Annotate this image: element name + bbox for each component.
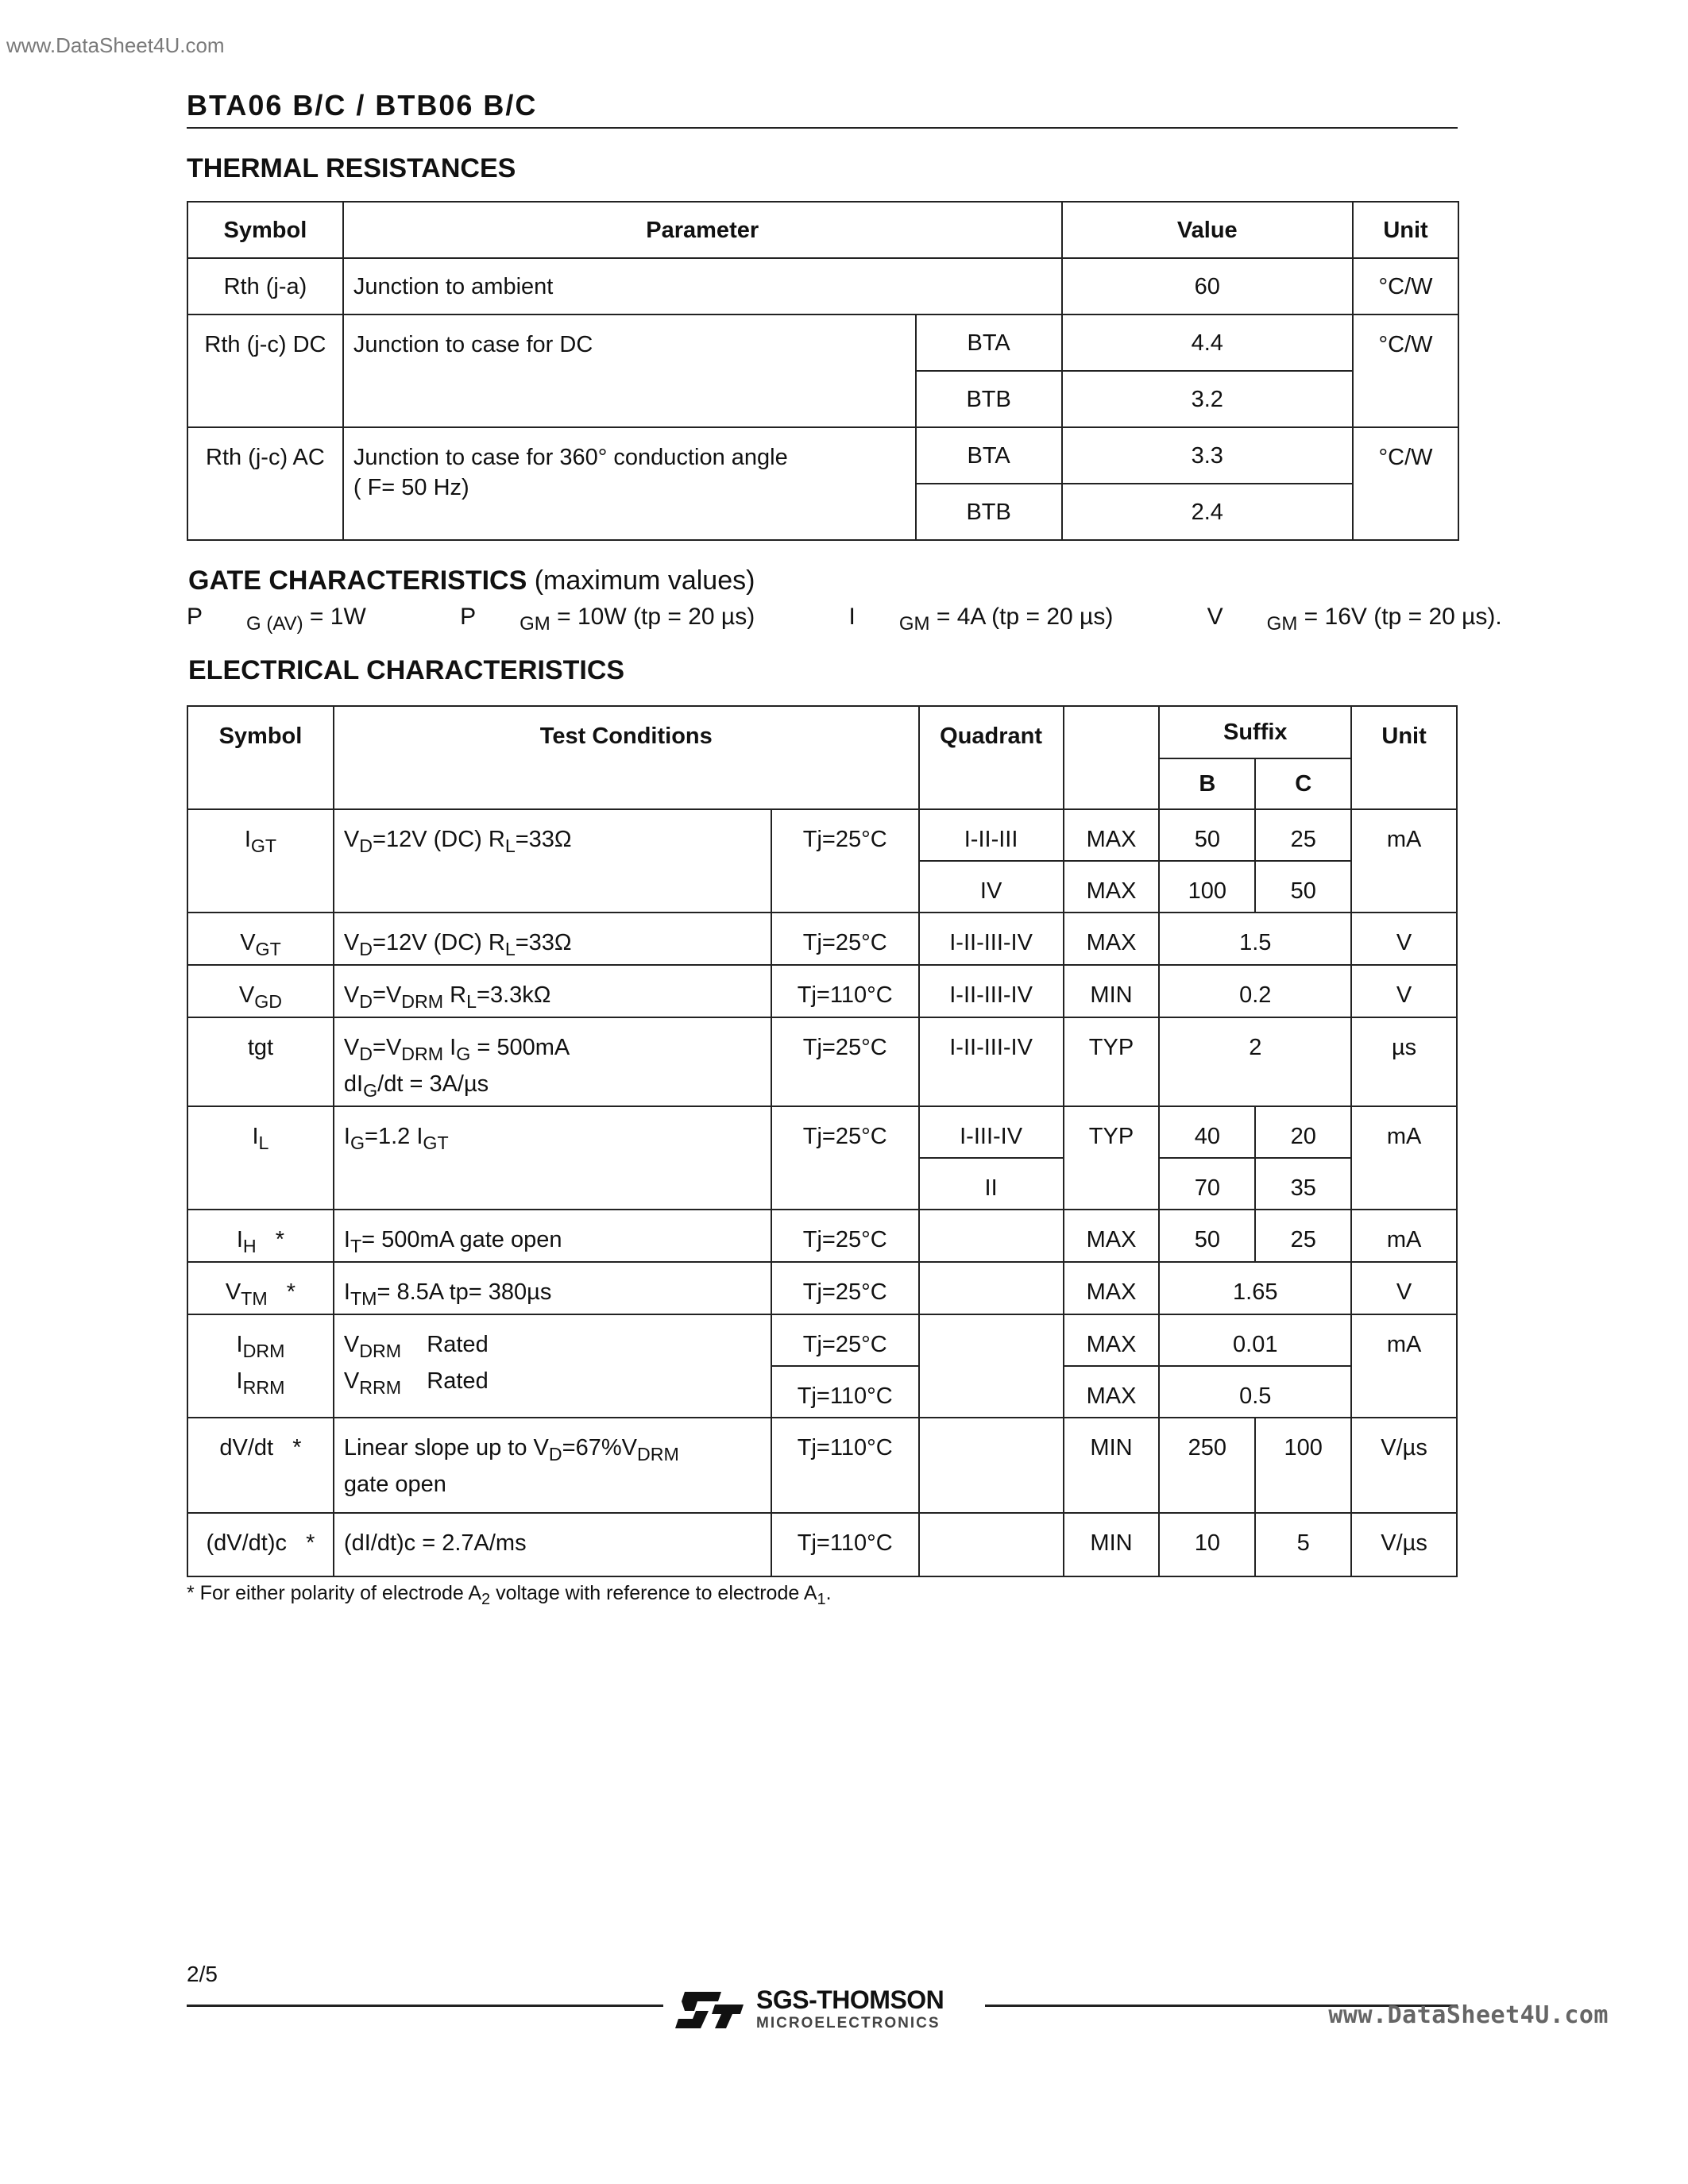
elec-limit: MAX xyxy=(1064,1262,1160,1314)
elec-quadrant xyxy=(919,1314,1064,1418)
sym-main: V xyxy=(238,982,255,1008)
elec-value-b: 100 xyxy=(1159,861,1255,913)
elec-value-c: 25 xyxy=(1255,809,1351,861)
elec-symbol xyxy=(187,965,334,1017)
cond-part: /dt = 3A/µs xyxy=(377,1071,489,1097)
sym-star: * xyxy=(256,1226,285,1252)
thermal-table xyxy=(187,201,1459,541)
elec-tj: Tj=25°C xyxy=(771,1017,919,1106)
cond-sub: D xyxy=(548,1443,562,1464)
cond-part: V xyxy=(343,1331,360,1357)
elec-unit: mA xyxy=(1351,809,1457,913)
elec-tj: Tj=110°C xyxy=(771,965,919,1017)
elec-quadrant: I-II-III-IV xyxy=(919,1017,1064,1106)
elec-header-quadrant: Quadrant xyxy=(919,706,1064,809)
elec-value: 0.5 xyxy=(1159,1366,1351,1418)
sym-main: V xyxy=(225,1279,241,1305)
thermal-symbol: Rth (j-c) DC xyxy=(187,314,343,427)
elec-condition xyxy=(334,1017,771,1106)
elec-limit: TYP xyxy=(1064,1017,1160,1106)
cond-sub: G xyxy=(363,1079,378,1101)
thermal-type: BTA xyxy=(916,427,1062,484)
thermal-value: 3.2 xyxy=(1062,371,1353,427)
cond-sub: DRM xyxy=(636,1443,679,1464)
gate-igm-symbol: I xyxy=(848,604,856,630)
cond-part: I xyxy=(343,1226,350,1252)
elec-unit: V/µs xyxy=(1351,1513,1457,1576)
footnote-sub: 2 xyxy=(481,1591,491,1608)
elec-tj: Tj=110°C xyxy=(771,1366,919,1418)
thermal-parameter: Junction to ambient xyxy=(343,258,1062,314)
cond-part: = 500mA gate open xyxy=(361,1226,562,1252)
elec-condition xyxy=(334,809,771,913)
thermal-header-unit: Unit xyxy=(1353,202,1458,258)
sym-line xyxy=(198,1329,323,1366)
cond-line xyxy=(344,1433,761,1469)
title-divider xyxy=(187,127,1458,129)
elec-quadrant: I-II-III-IV xyxy=(919,913,1064,965)
elec-condition xyxy=(334,1262,771,1314)
elec-unit: mA xyxy=(1351,1314,1457,1418)
elec-unit: V xyxy=(1351,965,1457,1017)
elec-unit: V xyxy=(1351,1262,1457,1314)
thermal-unit: °C/W xyxy=(1353,314,1458,427)
elec-limit: MIN xyxy=(1064,1418,1160,1513)
elec-quadrant xyxy=(919,1210,1064,1262)
thermal-type: BTB xyxy=(916,484,1062,540)
elec-limit: MAX xyxy=(1064,913,1160,965)
cond-sub: DRM xyxy=(401,1043,444,1064)
elec-limit: TYP xyxy=(1064,1106,1160,1210)
thermal-symbol: Rth (j-a) xyxy=(187,258,343,314)
thermal-parameter xyxy=(343,427,916,540)
elec-value-c: 50 xyxy=(1255,861,1351,913)
elec-value-c: 25 xyxy=(1255,1210,1351,1262)
sym-sub: RRM xyxy=(242,1376,285,1398)
cond-sub: L xyxy=(504,835,516,856)
cond-part: = 500mA xyxy=(470,1034,570,1060)
cond-line xyxy=(344,1032,761,1069)
thermal-unit: °C/W xyxy=(1353,258,1458,314)
elec-quadrant: I-II-III xyxy=(919,809,1064,861)
elec-quadrant xyxy=(919,1262,1064,1314)
gate-pg-sub: G (AV) xyxy=(246,613,303,635)
sym-sub: TM xyxy=(241,1287,268,1309)
cond-part: R xyxy=(443,982,467,1008)
elec-tj: Tj=110°C xyxy=(771,1418,919,1513)
gate-vgm-symbol: V xyxy=(1207,604,1223,630)
thermal-parameter-line2: ( F= 50 Hz) xyxy=(353,475,469,500)
cond-part: I xyxy=(343,1279,350,1305)
gate-pg-value: = 1W xyxy=(303,604,366,630)
thermal-header-value: Value xyxy=(1062,202,1353,258)
sym-main: I xyxy=(236,1368,243,1394)
elec-unit: mA xyxy=(1351,1106,1457,1210)
sym-main: I xyxy=(236,1226,243,1252)
elec-symbol xyxy=(187,913,334,965)
elec-symbol xyxy=(187,1262,334,1314)
cond-part: V xyxy=(343,930,360,955)
electrical-section-title: ELECTRICAL CHARACTERISTICS xyxy=(188,655,625,685)
gate-vgm-sub: GM xyxy=(1266,613,1298,635)
cond-sub: G xyxy=(350,1132,365,1153)
elec-value-b: 70 xyxy=(1159,1158,1255,1210)
elec-unit: V xyxy=(1351,913,1457,965)
gate-igm xyxy=(848,604,1157,635)
elec-quadrant: I-II-III-IV xyxy=(919,965,1064,1017)
gate-title: GATE CHARACTERISTICS xyxy=(188,565,527,596)
elec-limit: MAX xyxy=(1064,861,1160,913)
elec-value-b: 50 xyxy=(1159,809,1255,861)
cond-part: =3.3kΩ xyxy=(477,982,551,1008)
elec-unit: mA xyxy=(1351,1210,1457,1262)
elec-tj: Tj=25°C xyxy=(771,913,919,965)
cond-part: I xyxy=(343,1123,350,1149)
sym-line xyxy=(198,1366,323,1403)
cond-part: Rated xyxy=(401,1331,489,1357)
logo-text xyxy=(756,1985,944,2032)
gate-values xyxy=(187,604,1590,635)
footnote-sub: 1 xyxy=(817,1591,826,1608)
electrical-table xyxy=(187,705,1458,1577)
elec-value-b: 10 xyxy=(1159,1513,1255,1576)
cond-sub: D xyxy=(359,938,373,959)
elec-symbol: tgt xyxy=(187,1017,334,1106)
thermal-unit: °C/W xyxy=(1353,427,1458,540)
cond-part: = 8.5A tp= 380µs xyxy=(377,1279,552,1305)
cond-sub: G xyxy=(456,1043,471,1064)
gate-section-title xyxy=(188,565,755,596)
company-logo xyxy=(674,1985,944,2032)
document-title: BTA06 B/C / BTB06 B/C xyxy=(187,89,538,122)
elec-symbol xyxy=(187,1210,334,1262)
cond-part: =67%V xyxy=(562,1434,637,1461)
elec-value-b: 50 xyxy=(1159,1210,1255,1262)
cond-part: Linear slope up to V xyxy=(343,1434,549,1461)
gate-igm-sub: GM xyxy=(898,613,930,635)
elec-quadrant: I-III-IV xyxy=(919,1106,1064,1158)
elec-symbol xyxy=(187,1314,334,1418)
elec-limit: MIN xyxy=(1064,1513,1160,1576)
thermal-parameter-line1: Junction to case for 360° conduction angle xyxy=(353,445,788,470)
cond-part: dI xyxy=(343,1071,364,1097)
cond-sub: TM xyxy=(350,1287,377,1309)
elec-header-test: Test Conditions xyxy=(334,706,919,809)
cond-line xyxy=(344,1069,761,1106)
cond-sub: D xyxy=(359,835,373,856)
footnote-part: * For either polarity of electrode A xyxy=(187,1582,482,1604)
cond-sub: RRM xyxy=(359,1376,402,1398)
sym-main: I xyxy=(236,1331,243,1357)
elec-condition: (dI/dt)c = 2.7A/ms xyxy=(334,1513,771,1576)
elec-limit: MAX xyxy=(1064,1210,1160,1262)
footnote-part: . xyxy=(825,1582,832,1604)
watermark-bottom: www.DataSheet4U.com xyxy=(1328,2001,1609,2029)
gate-igm-value: = 4A (tp = 20 µs) xyxy=(929,604,1114,630)
cond-part: V xyxy=(343,1368,360,1394)
gate-pg-symbol: P xyxy=(187,604,203,630)
elec-value: 1.65 xyxy=(1159,1262,1351,1314)
gate-pg xyxy=(187,604,410,635)
gate-pgm-symbol: P xyxy=(460,604,477,630)
elec-quadrant xyxy=(919,1418,1064,1513)
elec-header-symbol: Symbol xyxy=(187,706,334,809)
elec-tj: Tj=25°C xyxy=(771,1210,919,1262)
elec-value: 0.2 xyxy=(1159,965,1351,1017)
watermark-top: www.DataSheet4U.com xyxy=(6,33,225,57)
thermal-symbol: Rth (j-c) AC xyxy=(187,427,343,540)
elec-value-c: 100 xyxy=(1255,1418,1351,1513)
sym-sub: GT xyxy=(250,835,277,856)
elec-value: 0.01 xyxy=(1159,1314,1351,1366)
sym-main: I xyxy=(244,827,251,852)
cond-sub: DRM xyxy=(359,1340,402,1361)
elec-condition xyxy=(334,1106,771,1210)
thermal-type: BTA xyxy=(916,314,1062,371)
cond-part: I xyxy=(443,1034,457,1060)
elec-condition xyxy=(334,1314,771,1418)
elec-value: 2 xyxy=(1159,1017,1351,1106)
thermal-type: BTB xyxy=(916,371,1062,427)
cond-sub: L xyxy=(504,938,516,959)
elec-limit: MIN xyxy=(1064,965,1160,1017)
sym-sub: L xyxy=(258,1132,269,1153)
footnote-part: voltage with reference to electrode A xyxy=(490,1582,817,1604)
elec-tj: Tj=110°C xyxy=(771,1513,919,1576)
elec-symbol xyxy=(187,809,334,913)
sym-sub: H xyxy=(242,1235,257,1256)
elec-quadrant xyxy=(919,1513,1064,1576)
elec-value-c: 35 xyxy=(1255,1158,1351,1210)
cond-line xyxy=(344,1366,761,1403)
thermal-value: 4.4 xyxy=(1062,314,1353,371)
sym-sub: GT xyxy=(255,938,281,959)
thermal-header-parameter: Parameter xyxy=(343,202,1062,258)
elec-tj: Tj=25°C xyxy=(771,1262,919,1314)
elec-header-suffix: Suffix xyxy=(1159,706,1351,758)
cond-part: =V xyxy=(373,982,402,1008)
thermal-value: 3.3 xyxy=(1062,427,1353,484)
elec-condition xyxy=(334,1418,771,1513)
cond-line xyxy=(344,1329,761,1366)
page-number: 2/5 xyxy=(187,1962,218,1986)
elec-value-c: 5 xyxy=(1255,1513,1351,1576)
cond-sub: L xyxy=(466,990,477,1012)
elec-quadrant: IV xyxy=(919,861,1064,913)
cond-part: V xyxy=(343,982,360,1008)
cond-sub: T xyxy=(350,1235,362,1256)
sym-main: I xyxy=(252,1123,259,1149)
elec-limit: MAX xyxy=(1064,1314,1160,1366)
gate-vgm-value: = 16V (tp = 20 µs). xyxy=(1297,604,1502,630)
cond-part: =1.2 I xyxy=(365,1123,423,1149)
sym-star: * xyxy=(267,1279,296,1305)
cond-part: =12V (DC) R xyxy=(373,930,505,955)
cond-part: Rated xyxy=(401,1368,489,1394)
elec-quadrant: II xyxy=(919,1158,1064,1210)
cond-sub: D xyxy=(359,1043,373,1064)
elec-header-unit: Unit xyxy=(1351,706,1457,809)
st-logo-icon xyxy=(674,1987,745,2032)
cond-part: =33Ω xyxy=(515,930,572,955)
cond-sub: GT xyxy=(423,1132,449,1153)
elec-symbol: (dV/dt)c * xyxy=(187,1513,334,1576)
thermal-value: 60 xyxy=(1062,258,1353,314)
cond-part: =V xyxy=(373,1034,402,1060)
sym-main: V xyxy=(240,930,256,955)
elec-value-c: 20 xyxy=(1255,1106,1351,1158)
elec-tj: Tj=25°C xyxy=(771,1106,919,1210)
elec-value-b: 250 xyxy=(1159,1418,1255,1513)
cond-part: =12V (DC) R xyxy=(373,827,505,852)
cond-sub: D xyxy=(359,990,373,1012)
gate-pgm xyxy=(460,604,798,635)
footnote xyxy=(187,1582,832,1609)
elec-symbol: dV/dt * xyxy=(187,1418,334,1513)
thermal-header-symbol: Symbol xyxy=(187,202,343,258)
cond-line: gate open xyxy=(343,1471,446,1497)
elec-condition xyxy=(334,1210,771,1262)
sym-sub: DRM xyxy=(242,1340,285,1361)
thermal-value: 2.4 xyxy=(1062,484,1353,540)
elec-unit: µs xyxy=(1351,1017,1457,1106)
elec-limit: MAX xyxy=(1064,1366,1160,1418)
elec-value-b: 40 xyxy=(1159,1106,1255,1158)
elec-unit: V/µs xyxy=(1351,1418,1457,1513)
cond-sub: DRM xyxy=(401,990,444,1012)
elec-limit: MAX xyxy=(1064,809,1160,861)
gate-pgm-value: = 10W (tp = 20 µs) xyxy=(550,604,755,630)
footer-rule-left xyxy=(187,2005,663,2007)
elec-header-b: B xyxy=(1159,758,1255,809)
elec-tj: Tj=25°C xyxy=(771,1314,919,1366)
cond-part: =33Ω xyxy=(515,827,572,852)
gate-pgm-sub: GM xyxy=(520,613,550,635)
gate-vgm xyxy=(1207,604,1546,635)
logo-subtitle: MICROELECTRONICS xyxy=(756,2015,941,2032)
elec-value: 1.5 xyxy=(1159,913,1351,965)
cond-part: V xyxy=(343,1034,360,1060)
sym-sub: GD xyxy=(254,990,283,1012)
elec-tj: Tj=25°C xyxy=(771,809,919,913)
elec-condition xyxy=(334,965,771,1017)
thermal-parameter: Junction to case for DC xyxy=(343,314,916,427)
thermal-section-title: THERMAL RESISTANCES xyxy=(187,153,516,183)
elec-symbol xyxy=(187,1106,334,1210)
elec-condition xyxy=(334,913,771,965)
logo-name: SGS-THOMSON xyxy=(756,1985,944,2014)
elec-header-c: C xyxy=(1255,758,1351,809)
elec-header-blank xyxy=(1064,706,1160,809)
cond-part: V xyxy=(343,827,360,852)
gate-title-note: (maximum values) xyxy=(534,565,755,596)
